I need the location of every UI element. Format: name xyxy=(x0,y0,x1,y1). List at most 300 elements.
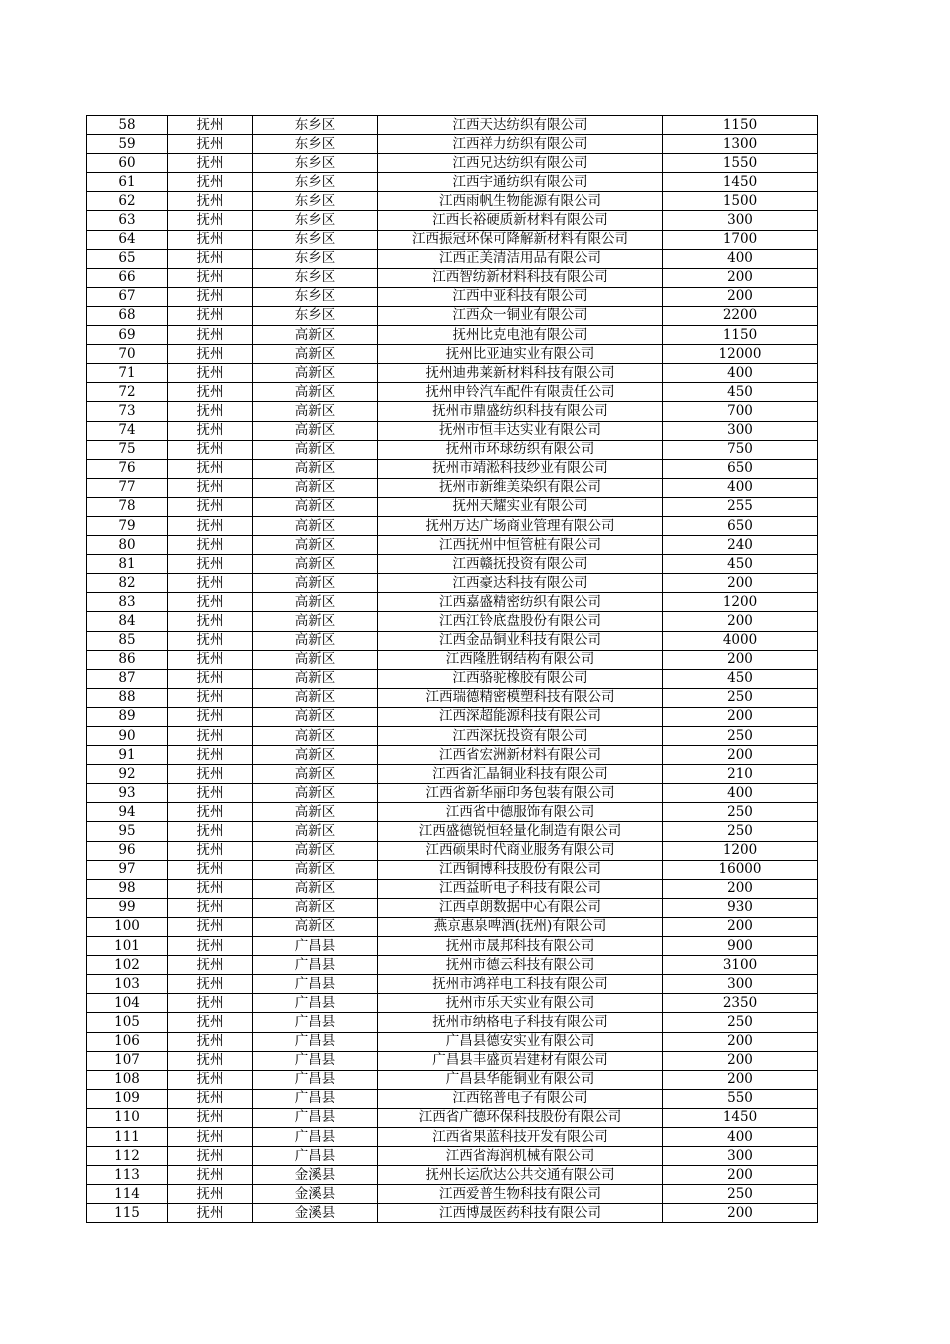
value-cell: 1150 xyxy=(663,326,818,345)
table-row xyxy=(87,956,818,975)
table-row xyxy=(87,497,818,516)
row-number-cell: 93 xyxy=(87,784,168,803)
value-cell: 400 xyxy=(663,1127,818,1146)
table-row xyxy=(87,1166,818,1185)
city-cell: 抚州 xyxy=(168,994,253,1013)
city-cell: 抚州 xyxy=(168,1108,253,1127)
value-cell: 900 xyxy=(663,937,818,956)
district-cell: 高新区 xyxy=(253,822,378,841)
district-cell: 高新区 xyxy=(253,478,378,497)
city-cell: 抚州 xyxy=(168,1185,253,1204)
row-number-cell: 75 xyxy=(87,440,168,459)
row-number-cell: 97 xyxy=(87,860,168,879)
table-row xyxy=(87,1127,818,1146)
row-number-cell: 71 xyxy=(87,364,168,383)
value-cell: 1550 xyxy=(663,154,818,173)
company-name-cell: 抚州长运欣达公共交通有限公司 xyxy=(378,1166,663,1185)
company-name-cell: 广昌县丰盛页岩建材有限公司 xyxy=(378,1051,663,1070)
city-cell: 抚州 xyxy=(168,650,253,669)
value-cell: 1200 xyxy=(663,593,818,612)
row-number-cell: 112 xyxy=(87,1147,168,1166)
table-row xyxy=(87,421,818,440)
city-cell: 抚州 xyxy=(168,383,253,402)
city-cell: 抚州 xyxy=(168,956,253,975)
table-row xyxy=(87,364,818,383)
value-cell: 200 xyxy=(663,746,818,765)
company-name-cell: 江西骆驼橡胶有限公司 xyxy=(378,669,663,688)
district-cell: 高新区 xyxy=(253,421,378,440)
company-name-cell: 江西豪达科技有限公司 xyxy=(378,574,663,593)
row-number-cell: 103 xyxy=(87,975,168,994)
row-number-cell: 80 xyxy=(87,536,168,555)
row-number-cell: 101 xyxy=(87,937,168,956)
company-name-cell: 江西金品铜业科技有限公司 xyxy=(378,631,663,650)
value-cell: 250 xyxy=(663,1185,818,1204)
city-cell: 抚州 xyxy=(168,192,253,211)
value-cell: 200 xyxy=(663,650,818,669)
company-name-cell: 江西长裕硬质新材料有限公司 xyxy=(378,211,663,230)
row-number-cell: 104 xyxy=(87,994,168,1013)
table-row xyxy=(87,306,818,325)
table-row xyxy=(87,1108,818,1127)
row-number-cell: 65 xyxy=(87,249,168,268)
row-number-cell: 60 xyxy=(87,154,168,173)
value-cell: 200 xyxy=(663,879,818,898)
value-cell: 300 xyxy=(663,421,818,440)
company-name-cell: 抚州市环球纺织有限公司 xyxy=(378,440,663,459)
row-number-cell: 86 xyxy=(87,650,168,669)
district-cell: 广昌县 xyxy=(253,1070,378,1089)
company-name-cell: 江西省广德环保科技股份有限公司 xyxy=(378,1108,663,1127)
value-cell: 2200 xyxy=(663,306,818,325)
district-cell: 高新区 xyxy=(253,650,378,669)
row-number-cell: 59 xyxy=(87,135,168,154)
row-number-cell: 106 xyxy=(87,1032,168,1051)
row-number-cell: 72 xyxy=(87,383,168,402)
city-cell: 抚州 xyxy=(168,287,253,306)
district-cell: 广昌县 xyxy=(253,1032,378,1051)
company-name-cell: 江西智纺新材料科技有限公司 xyxy=(378,268,663,287)
value-cell: 255 xyxy=(663,497,818,516)
company-name-cell: 江西省中德服饰有限公司 xyxy=(378,803,663,822)
district-cell: 高新区 xyxy=(253,631,378,650)
value-cell: 12000 xyxy=(663,345,818,364)
company-name-cell: 抚州市靖淞科技纱业有限公司 xyxy=(378,459,663,478)
value-cell: 1150 xyxy=(663,116,818,135)
value-cell: 450 xyxy=(663,555,818,574)
table-row xyxy=(87,803,818,822)
company-name-cell: 江西铭普电子有限公司 xyxy=(378,1089,663,1108)
value-cell: 1500 xyxy=(663,192,818,211)
company-name-cell: 抚州市纳格电子科技有限公司 xyxy=(378,1013,663,1032)
table-row xyxy=(87,574,818,593)
value-cell: 1300 xyxy=(663,135,818,154)
value-cell: 200 xyxy=(663,612,818,631)
city-cell: 抚州 xyxy=(168,917,253,936)
row-number-cell: 108 xyxy=(87,1070,168,1089)
company-name-cell: 江西正美清洁用品有限公司 xyxy=(378,249,663,268)
row-number-cell: 67 xyxy=(87,287,168,306)
company-name-cell: 江西抚州中恒管桩有限公司 xyxy=(378,536,663,555)
value-cell: 200 xyxy=(663,287,818,306)
company-name-cell: 抚州申铃汽车配件有限责任公司 xyxy=(378,383,663,402)
district-cell: 高新区 xyxy=(253,402,378,421)
district-cell: 东乡区 xyxy=(253,249,378,268)
district-cell: 高新区 xyxy=(253,746,378,765)
value-cell: 1200 xyxy=(663,841,818,860)
district-cell: 高新区 xyxy=(253,841,378,860)
district-cell: 广昌县 xyxy=(253,1051,378,1070)
value-cell: 550 xyxy=(663,1089,818,1108)
table-row xyxy=(87,727,818,746)
value-cell: 1450 xyxy=(663,1108,818,1127)
table-row xyxy=(87,975,818,994)
row-number-cell: 99 xyxy=(87,898,168,917)
district-cell: 东乡区 xyxy=(253,287,378,306)
value-cell: 400 xyxy=(663,784,818,803)
value-cell: 200 xyxy=(663,268,818,287)
table-row xyxy=(87,1204,818,1223)
row-number-cell: 98 xyxy=(87,879,168,898)
row-number-cell: 76 xyxy=(87,459,168,478)
table-row xyxy=(87,345,818,364)
value-cell: 3100 xyxy=(663,956,818,975)
table-row xyxy=(87,555,818,574)
city-cell: 抚州 xyxy=(168,707,253,726)
row-number-cell: 111 xyxy=(87,1127,168,1146)
city-cell: 抚州 xyxy=(168,1127,253,1146)
table-row xyxy=(87,765,818,784)
value-cell: 300 xyxy=(663,211,818,230)
company-name-cell: 抚州迪弗莱新材料科技有限公司 xyxy=(378,364,663,383)
company-name-cell: 江西益昕电子科技有限公司 xyxy=(378,879,663,898)
district-cell: 高新区 xyxy=(253,803,378,822)
city-cell: 抚州 xyxy=(168,173,253,192)
table-row xyxy=(87,898,818,917)
table-row xyxy=(87,1185,818,1204)
value-cell: 200 xyxy=(663,1051,818,1070)
value-cell: 400 xyxy=(663,478,818,497)
table-row xyxy=(87,822,818,841)
city-cell: 抚州 xyxy=(168,440,253,459)
value-cell: 200 xyxy=(663,574,818,593)
table-row xyxy=(87,593,818,612)
row-number-cell: 102 xyxy=(87,956,168,975)
city-cell: 抚州 xyxy=(168,879,253,898)
city-cell: 抚州 xyxy=(168,593,253,612)
company-name-cell: 江西卓朗数据中心有限公司 xyxy=(378,898,663,917)
city-cell: 抚州 xyxy=(168,497,253,516)
district-cell: 东乡区 xyxy=(253,173,378,192)
city-cell: 抚州 xyxy=(168,1070,253,1089)
row-number-cell: 96 xyxy=(87,841,168,860)
value-cell: 210 xyxy=(663,765,818,784)
table-row xyxy=(87,631,818,650)
company-name-cell: 抚州市鼎盛纺织科技有限公司 xyxy=(378,402,663,421)
city-cell: 抚州 xyxy=(168,555,253,574)
company-name-cell: 江西博晟医药科技有限公司 xyxy=(378,1204,663,1223)
value-cell: 2350 xyxy=(663,994,818,1013)
district-cell: 高新区 xyxy=(253,345,378,364)
district-cell: 高新区 xyxy=(253,555,378,574)
value-cell: 1450 xyxy=(663,173,818,192)
company-name-cell: 江西深超能源科技有限公司 xyxy=(378,707,663,726)
value-cell: 4000 xyxy=(663,631,818,650)
table-row xyxy=(87,937,818,956)
company-name-cell: 抚州市新维美染织有限公司 xyxy=(378,478,663,497)
company-name-cell: 江西隆胜钢结构有限公司 xyxy=(378,650,663,669)
value-cell: 250 xyxy=(663,1013,818,1032)
row-number-cell: 78 xyxy=(87,497,168,516)
district-cell: 广昌县 xyxy=(253,1147,378,1166)
district-cell: 广昌县 xyxy=(253,975,378,994)
city-cell: 抚州 xyxy=(168,803,253,822)
company-name-cell: 江西省汇晶铜业科技有限公司 xyxy=(378,765,663,784)
value-cell: 700 xyxy=(663,402,818,421)
row-number-cell: 88 xyxy=(87,688,168,707)
table-row xyxy=(87,211,818,230)
table-row xyxy=(87,841,818,860)
district-cell: 高新区 xyxy=(253,383,378,402)
table-row xyxy=(87,650,818,669)
district-cell: 金溪县 xyxy=(253,1166,378,1185)
row-number-cell: 82 xyxy=(87,574,168,593)
district-cell: 高新区 xyxy=(253,326,378,345)
value-cell: 200 xyxy=(663,1204,818,1223)
city-cell: 抚州 xyxy=(168,326,253,345)
table-row xyxy=(87,249,818,268)
row-number-cell: 87 xyxy=(87,669,168,688)
city-cell: 抚州 xyxy=(168,1204,253,1223)
table-row xyxy=(87,230,818,249)
district-cell: 东乡区 xyxy=(253,192,378,211)
district-cell: 高新区 xyxy=(253,612,378,631)
city-cell: 抚州 xyxy=(168,975,253,994)
city-cell: 抚州 xyxy=(168,898,253,917)
row-number-cell: 105 xyxy=(87,1013,168,1032)
company-name-cell: 抚州市德云科技有限公司 xyxy=(378,956,663,975)
district-cell: 高新区 xyxy=(253,917,378,936)
district-cell: 东乡区 xyxy=(253,211,378,230)
city-cell: 抚州 xyxy=(168,345,253,364)
table-row xyxy=(87,1032,818,1051)
company-name-cell: 江西兄达纺织有限公司 xyxy=(378,154,663,173)
city-cell: 抚州 xyxy=(168,478,253,497)
district-cell: 高新区 xyxy=(253,784,378,803)
city-cell: 抚州 xyxy=(168,688,253,707)
table-row xyxy=(87,746,818,765)
row-number-cell: 74 xyxy=(87,421,168,440)
company-name-cell: 江西嘉盛精密纺织有限公司 xyxy=(378,593,663,612)
company-name-cell: 江西爱普生物科技有限公司 xyxy=(378,1185,663,1204)
district-cell: 高新区 xyxy=(253,707,378,726)
row-number-cell: 68 xyxy=(87,306,168,325)
district-cell: 高新区 xyxy=(253,765,378,784)
district-cell: 高新区 xyxy=(253,593,378,612)
row-number-cell: 79 xyxy=(87,516,168,535)
city-cell: 抚州 xyxy=(168,268,253,287)
city-cell: 抚州 xyxy=(168,1147,253,1166)
company-name-cell: 江西祥力纺织有限公司 xyxy=(378,135,663,154)
value-cell: 750 xyxy=(663,440,818,459)
value-cell: 16000 xyxy=(663,860,818,879)
city-cell: 抚州 xyxy=(168,364,253,383)
company-name-cell: 江西铜博科技股份有限公司 xyxy=(378,860,663,879)
company-name-cell: 江西省果蓝科技开发有限公司 xyxy=(378,1127,663,1146)
table-row xyxy=(87,688,818,707)
row-number-cell: 95 xyxy=(87,822,168,841)
company-name-cell: 江西振冠环保可降解新材料有限公司 xyxy=(378,230,663,249)
company-name-cell: 抚州市恒丰达实业有限公司 xyxy=(378,421,663,440)
table-row xyxy=(87,268,818,287)
city-cell: 抚州 xyxy=(168,154,253,173)
company-name-cell: 燕京惠泉啤酒(抚州)有限公司 xyxy=(378,917,663,936)
table-row xyxy=(87,860,818,879)
table-row xyxy=(87,784,818,803)
company-table xyxy=(86,115,818,1223)
district-cell: 高新区 xyxy=(253,364,378,383)
table-row xyxy=(87,516,818,535)
row-number-cell: 69 xyxy=(87,326,168,345)
company-name-cell: 江西省宏洲新材料有限公司 xyxy=(378,746,663,765)
company-name-cell: 江西省海润机械有限公司 xyxy=(378,1147,663,1166)
district-cell: 东乡区 xyxy=(253,154,378,173)
company-name-cell: 江西雨帆生物能源有限公司 xyxy=(378,192,663,211)
row-number-cell: 84 xyxy=(87,612,168,631)
company-name-cell: 抚州比克电池有限公司 xyxy=(378,326,663,345)
value-cell: 200 xyxy=(663,707,818,726)
value-cell: 200 xyxy=(663,1032,818,1051)
value-cell: 450 xyxy=(663,383,818,402)
city-cell: 抚州 xyxy=(168,841,253,860)
city-cell: 抚州 xyxy=(168,822,253,841)
value-cell: 250 xyxy=(663,688,818,707)
row-number-cell: 85 xyxy=(87,631,168,650)
city-cell: 抚州 xyxy=(168,937,253,956)
district-cell: 东乡区 xyxy=(253,116,378,135)
company-name-cell: 江西江铃底盘股份有限公司 xyxy=(378,612,663,631)
row-number-cell: 77 xyxy=(87,478,168,497)
city-cell: 抚州 xyxy=(168,459,253,478)
table-row xyxy=(87,402,818,421)
city-cell: 抚州 xyxy=(168,421,253,440)
row-number-cell: 62 xyxy=(87,192,168,211)
table-row xyxy=(87,459,818,478)
district-cell: 广昌县 xyxy=(253,1108,378,1127)
city-cell: 抚州 xyxy=(168,402,253,421)
value-cell: 400 xyxy=(663,249,818,268)
row-number-cell: 107 xyxy=(87,1051,168,1070)
table-row xyxy=(87,536,818,555)
company-name-cell: 江西宇通纺织有限公司 xyxy=(378,173,663,192)
city-cell: 抚州 xyxy=(168,516,253,535)
row-number-cell: 64 xyxy=(87,230,168,249)
row-number-cell: 109 xyxy=(87,1089,168,1108)
city-cell: 抚州 xyxy=(168,612,253,631)
value-cell: 450 xyxy=(663,669,818,688)
table-row xyxy=(87,192,818,211)
district-cell: 东乡区 xyxy=(253,135,378,154)
row-number-cell: 58 xyxy=(87,116,168,135)
row-number-cell: 92 xyxy=(87,765,168,784)
table-row xyxy=(87,287,818,306)
city-cell: 抚州 xyxy=(168,536,253,555)
value-cell: 200 xyxy=(663,917,818,936)
row-number-cell: 73 xyxy=(87,402,168,421)
city-cell: 抚州 xyxy=(168,230,253,249)
city-cell: 抚州 xyxy=(168,1013,253,1032)
company-name-cell: 抚州天耀实业有限公司 xyxy=(378,497,663,516)
table-row xyxy=(87,135,818,154)
district-cell: 高新区 xyxy=(253,497,378,516)
company-name-cell: 江西硕果时代商业服务有限公司 xyxy=(378,841,663,860)
table-row xyxy=(87,669,818,688)
district-cell: 金溪县 xyxy=(253,1185,378,1204)
district-cell: 东乡区 xyxy=(253,268,378,287)
row-number-cell: 110 xyxy=(87,1108,168,1127)
district-cell: 东乡区 xyxy=(253,230,378,249)
company-name-cell: 抚州市鸿祥电工科技有限公司 xyxy=(378,975,663,994)
district-cell: 高新区 xyxy=(253,516,378,535)
table-row xyxy=(87,1070,818,1089)
value-cell: 250 xyxy=(663,803,818,822)
district-cell: 广昌县 xyxy=(253,994,378,1013)
value-cell: 400 xyxy=(663,364,818,383)
company-name-cell: 广昌县德安实业有限公司 xyxy=(378,1032,663,1051)
table-row xyxy=(87,173,818,192)
row-number-cell: 114 xyxy=(87,1185,168,1204)
district-cell: 高新区 xyxy=(253,574,378,593)
value-cell: 300 xyxy=(663,1147,818,1166)
city-cell: 抚州 xyxy=(168,1032,253,1051)
city-cell: 抚州 xyxy=(168,669,253,688)
table-row xyxy=(87,1089,818,1108)
row-number-cell: 115 xyxy=(87,1204,168,1223)
table-row xyxy=(87,917,818,936)
row-number-cell: 63 xyxy=(87,211,168,230)
district-cell: 高新区 xyxy=(253,459,378,478)
city-cell: 抚州 xyxy=(168,211,253,230)
company-name-cell: 江西天达纺织有限公司 xyxy=(378,116,663,135)
value-cell: 200 xyxy=(663,1070,818,1089)
district-cell: 高新区 xyxy=(253,860,378,879)
city-cell: 抚州 xyxy=(168,574,253,593)
row-number-cell: 91 xyxy=(87,746,168,765)
company-name-cell: 江西赣抚投资有限公司 xyxy=(378,555,663,574)
district-cell: 高新区 xyxy=(253,440,378,459)
district-cell: 广昌县 xyxy=(253,956,378,975)
district-cell: 高新区 xyxy=(253,727,378,746)
value-cell: 650 xyxy=(663,459,818,478)
value-cell: 250 xyxy=(663,727,818,746)
value-cell: 650 xyxy=(663,516,818,535)
district-cell: 高新区 xyxy=(253,879,378,898)
value-cell: 300 xyxy=(663,975,818,994)
table-body xyxy=(87,116,818,1223)
row-number-cell: 66 xyxy=(87,268,168,287)
row-number-cell: 94 xyxy=(87,803,168,822)
company-name-cell: 江西众一铜业有限公司 xyxy=(378,306,663,325)
city-cell: 抚州 xyxy=(168,765,253,784)
value-cell: 1700 xyxy=(663,230,818,249)
district-cell: 高新区 xyxy=(253,536,378,555)
table-row xyxy=(87,1013,818,1032)
table-row xyxy=(87,383,818,402)
table-row xyxy=(87,478,818,497)
value-cell: 240 xyxy=(663,536,818,555)
city-cell: 抚州 xyxy=(168,746,253,765)
district-cell: 高新区 xyxy=(253,669,378,688)
